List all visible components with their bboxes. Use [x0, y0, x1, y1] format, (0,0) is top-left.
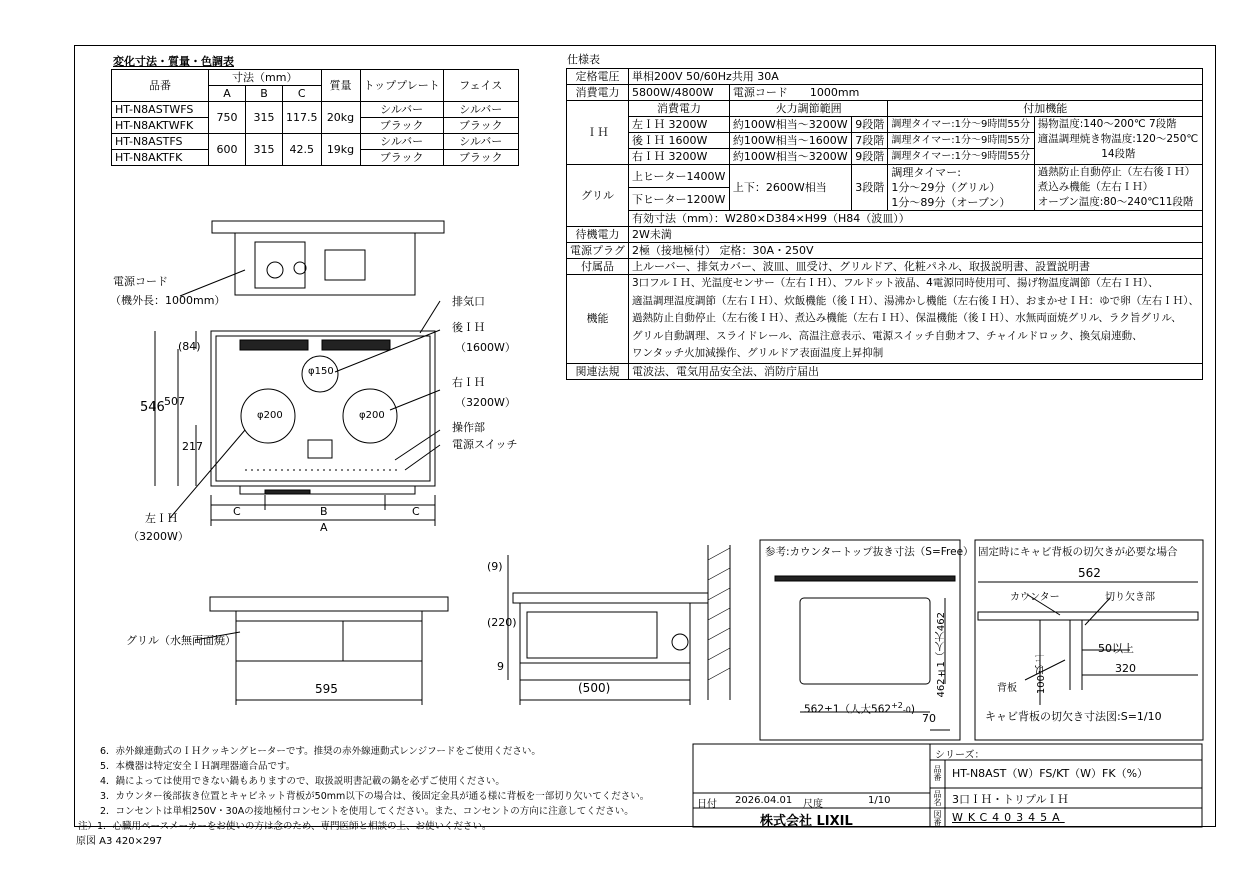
name-label: 品名: [933, 790, 942, 806]
grill-extra: 過熱防止自動停止（左右後ＩＨ）: [1037, 166, 1196, 178]
spec-label: 付属品: [567, 259, 629, 275]
top-color-cell: シルバー: [360, 134, 443, 150]
cord-label: 電源コード: [113, 275, 168, 288]
notch-label: 切り欠き部: [1105, 592, 1155, 603]
hinban-label: 品番: [933, 765, 942, 781]
spec-value: 電波法、電気用品安全法、消防庁届出: [629, 363, 1203, 379]
grill-upper: 上ヒーター1400W: [629, 165, 730, 188]
cord-value: 1000mm: [809, 86, 860, 99]
note-3: 3．カウンター後部抜き位置とキャビネット背板が50mm以下の場合は、後固定金具が通る様に背板を一部切り欠いてください。: [100, 791, 650, 802]
dim-50: 50以上: [1098, 642, 1134, 655]
col-top: トッププレート: [360, 70, 443, 102]
face-color-cell: シルバー: [443, 134, 518, 150]
countertop-width: 562±1（人大$562^{+2}-0$): [804, 701, 915, 716]
col-header: 消費電力: [629, 101, 730, 117]
feature-line: 3口フルＩＨ、光温度センサー（左右ＩＨ）、フルドット液晶、4電源同時使用可、揚げ物温度調節（左右ＩＨ）、: [632, 277, 1159, 289]
spec-label: 電源プラグ: [567, 243, 629, 259]
dim-595: 595: [315, 682, 338, 696]
counter-label: カウンター: [1010, 592, 1060, 603]
front-view-grill: [236, 611, 422, 661]
grill-timer: 1分～29分（グリル）: [891, 181, 1001, 194]
dim-100: 100以上: [1036, 655, 1047, 695]
ih-extra: 揚物温度:140～200℃ 7段階: [1037, 118, 1177, 130]
series-label: シリーズ：: [935, 750, 985, 761]
zuban-value: WKC40345A: [952, 811, 1065, 824]
top-color-cell: シルバー: [360, 102, 443, 118]
dim-phi150: φ150: [308, 366, 334, 377]
dim-a: A: [320, 521, 328, 534]
note-2: 2．コンセントは単相250V・30Aの接地極付コンセントを使用してください。また、コンセントの方向に注意してください。: [100, 806, 634, 817]
note-1: 注）1．心臓用ペースメーカーをお使いの方は念のため、専門医師と相談の上、お使いください。: [78, 821, 492, 832]
name-value: 3口ＩＨ・トリプルＩＨ: [952, 793, 1069, 806]
effective-dims: 有効寸法（mm）：W280×D384×H99（H84（波皿））: [629, 211, 1203, 227]
left-ih-watt: （3200W）: [128, 530, 189, 543]
spec-label: 関連法規: [567, 363, 629, 379]
date-value: 2026.04.01: [735, 795, 793, 806]
col-face: フェイス: [443, 70, 518, 102]
feature-line: 過熱防止自動停止（左右後ＩＨ）、煮込み機能（左右ＩＨ）、保温機能（後ＩＨ）、水無両面焼グリル、ラク旨グリル、: [632, 312, 1182, 324]
top-color-cell: ブラック: [360, 150, 443, 166]
ih-timer: 調理タイマー:1分～9時間55分: [888, 133, 1034, 149]
spec-title: 仕様表: [567, 53, 600, 66]
grill-timer: 1分～89分（オーブン）: [891, 196, 1011, 209]
spec-label: グリル: [567, 165, 629, 227]
spec-label: 定格電圧: [567, 69, 629, 85]
dim-84: (84): [178, 340, 201, 353]
ih-name: 左ＩＨ 3200W: [629, 117, 730, 133]
date-label: 日付: [697, 799, 717, 810]
ih-range: 約100W相当～3200W: [729, 117, 851, 133]
spec-label: 機能: [567, 275, 629, 364]
spec-label: 消費電力: [567, 85, 629, 101]
control-label: 操作部: [452, 421, 485, 434]
ih-timer: 調理タイマー:1分～9時間55分: [888, 149, 1034, 165]
spec-label: 待機電力: [567, 227, 629, 243]
dim-c-left: C: [233, 505, 241, 518]
ih-name: 後ＩＨ 1600W: [629, 133, 730, 149]
zuban-label: 図番: [933, 810, 942, 826]
dim-507: 507: [164, 395, 185, 408]
spec-value: 上ルーバー、排気カバー、波皿、皿受け、グリルドア、化粧パネル、取扱説明書、設置説明書: [629, 259, 1203, 275]
power-switch-label: 電源スイッチ: [452, 438, 518, 451]
ih-steps: 9段階: [852, 117, 888, 133]
countertop-title: 参考:カウンタートップ抜き寸法（S=Free）: [765, 546, 974, 558]
dim-c-cell: 42.5: [283, 134, 322, 166]
company-name: 株式会社 LIXIL: [760, 814, 853, 829]
countertop-width-tol-top: +2: [891, 701, 903, 710]
note-4: 4．鍋によっては使用できない鍋もありますので、取扱説明書記載の鍋を必ずご使用ください。: [100, 776, 505, 787]
face-color-cell: ブラック: [443, 150, 518, 166]
face-color-cell: シルバー: [443, 102, 518, 118]
top-color-cell: ブラック: [360, 118, 443, 134]
grill-extra: オーブン温度:80～240℃11段階: [1037, 196, 1194, 208]
left-ih-label: 左ＩＨ: [145, 512, 178, 525]
feature-line: グリル自動調理、スライドレール、高温注意表示、電源スイッチ自動オフ、チャイルドロック、換気扇連動、: [632, 329, 1143, 342]
countertop-width-value: 562±1（人大562: [804, 703, 892, 716]
dim-c-right: C: [412, 505, 420, 518]
ih-name: 右ＩＨ 3200W: [629, 149, 730, 165]
col-header: 火力調節範囲: [729, 101, 888, 117]
dim-b-cell: 315: [246, 102, 283, 134]
dim-b: B: [320, 505, 328, 518]
dim-220: (220): [487, 616, 517, 629]
mass-cell: 20kg: [321, 102, 360, 134]
model-cell: HT-N8ASTFS: [112, 134, 209, 150]
ih-range: 約100W相当～1600W: [729, 133, 851, 149]
dim-70: 70: [922, 712, 936, 725]
side-view-top-plate: [212, 221, 444, 233]
col-mass: 質量: [321, 70, 360, 102]
right-ih-label: 右ＩＨ: [452, 376, 485, 389]
dim-500: (500): [578, 681, 611, 695]
cord-length: （機外長：1000mm）: [110, 294, 226, 307]
grill-steps: 3段階: [852, 165, 888, 211]
col-sunpo: 寸法（mm）: [209, 70, 322, 86]
col-b: B: [246, 86, 283, 102]
spec-value: 2極（接地極付） 定格：30A・250V: [629, 243, 1203, 259]
section-top-plate: [513, 593, 708, 603]
cabinet-caption: キャビ背板の切欠き寸法図:S=1/10: [985, 710, 1162, 723]
dim-320: 320: [1115, 662, 1136, 675]
exhaust-label: 排気口: [452, 295, 485, 308]
grill-label: グリル（水無両面焼）: [126, 634, 236, 647]
grill-extra: 煮込み機能（左右ＩＨ）: [1037, 181, 1154, 193]
hinban-value: HT-N8AST（W）FS/KT（W）FK（%）: [952, 767, 1149, 780]
model-cell: HT-N8AKTWFK: [112, 118, 209, 134]
plan-view-cooktop: [211, 331, 435, 486]
dim-546: 546: [140, 400, 165, 415]
dim-c-cell: 117.5: [283, 102, 322, 134]
dim-phi200-left: φ200: [257, 410, 283, 421]
note-6: 6．赤外線連動式のＩＨクッキングヒーターです。推奨の赤外線連動式レンジフードをご使用ください。: [100, 746, 541, 757]
dim-217: 217: [182, 440, 203, 453]
ih-extra: 14段階: [1101, 148, 1136, 160]
dim-9-bottom: 9: [497, 660, 504, 673]
model-cell: HT-N8ASTWFS: [112, 102, 209, 118]
countertop-height: 462±1（人大462: [936, 612, 947, 698]
model-cell: HT-N8AKTFK: [112, 150, 209, 166]
feature-line: ワンタッチ火加減操作、グリルドア表面温度上昇抑制: [632, 347, 884, 359]
rear-ih-watt: （1600W）: [455, 341, 516, 354]
ih-range: 約100W相当～3200W: [729, 149, 851, 165]
col-a: A: [209, 86, 246, 102]
dim-b-cell: 315: [246, 134, 283, 166]
ih-steps: 7段階: [852, 133, 888, 149]
cabinet-title: 固定時にキャビ背板の切欠きが必要な場合: [978, 546, 1178, 558]
ih-extra: 適温調理焼き物温度:120～250℃: [1037, 133, 1199, 145]
rear-ih-label: 後ＩＨ: [452, 321, 485, 334]
countertop-width-tol-bottom: -0: [902, 705, 911, 715]
ih-timer: 調理タイマー:1分～9時間55分: [888, 117, 1034, 133]
ih-steps: 9段階: [852, 149, 888, 165]
col-hinban: 品番: [112, 70, 209, 102]
face-color-cell: ブラック: [443, 118, 518, 134]
spec-value: 5800W/4800W: [629, 85, 730, 101]
col-header: 付加機能: [888, 101, 1203, 117]
dim-a-cell: 600: [209, 134, 246, 166]
feature-line: 適温調理温度調節（左右ＩＨ）、炊飯機能（後ＩＨ）、湯沸かし機能（左右後ＩＨ）、おまかせＩＨ：ゆで卵（左右ＩＨ）、: [632, 294, 1199, 307]
cord-label: 電源コード: [732, 86, 788, 99]
spec-value: 2W未満: [629, 227, 1203, 243]
mass-cell: 19kg: [321, 134, 360, 166]
spec-label: ＩＨ: [567, 101, 629, 165]
dim-9-top: (9): [487, 560, 503, 573]
cabinet-562: 562: [1078, 566, 1101, 580]
scale-label: 尺度: [803, 799, 823, 810]
backboard-label: 背板: [997, 683, 1017, 694]
col-c: C: [283, 86, 322, 102]
left-table-title: 変化寸法・質量・色調表: [113, 55, 234, 68]
note-5: 5．本機器は特定安全ＩＨ調理器適合品です。: [100, 761, 296, 772]
grill-timer: 調理タイマー:: [891, 166, 961, 179]
paper-size: 原図 A3 420×297: [76, 836, 163, 847]
spec-value: 単相200V 50/60Hz共用 30A: [629, 69, 1203, 85]
right-ih-watt: （3200W）: [455, 396, 516, 409]
grill-lower: 下ヒーター1200W: [629, 188, 730, 211]
front-view-top-plate: [210, 597, 448, 611]
dim-a-cell: 750: [209, 102, 246, 134]
scale-value: 1/10: [868, 795, 891, 806]
dim-phi200-right: φ200: [359, 410, 385, 421]
grill-range: 上下：2600W相当: [729, 165, 851, 211]
